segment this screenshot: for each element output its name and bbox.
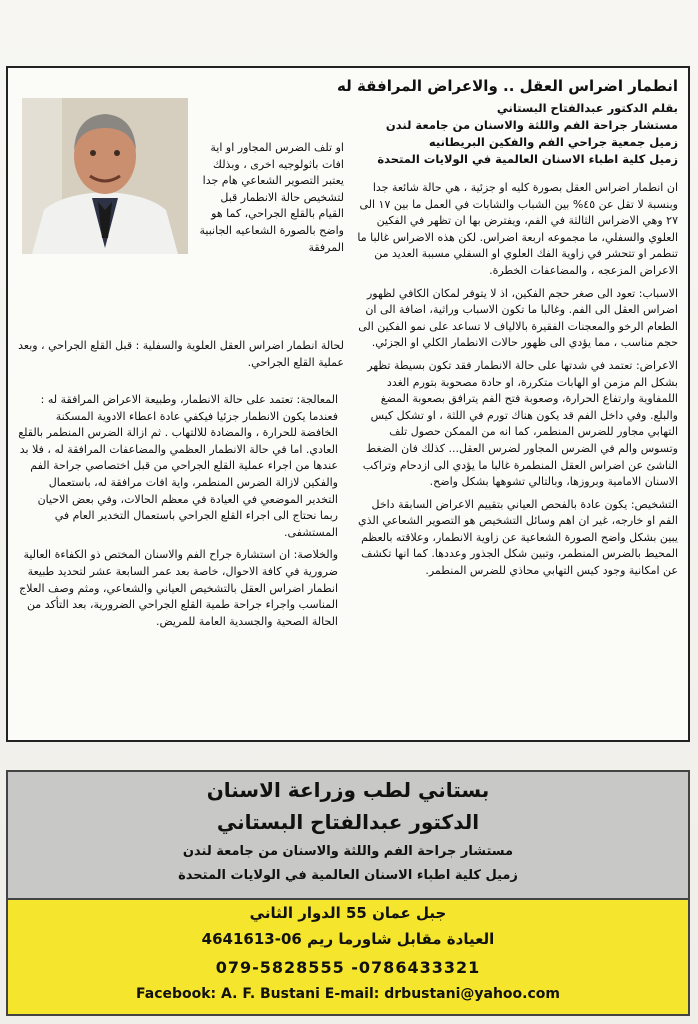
clinic-contact-box [6, 900, 690, 1016]
byline-title-3: زميل كلية اطباء الاسنان العالمية في الولايات المتحدة [377, 152, 678, 166]
paragraph-diagnosis: التشخيص: يكون عادة بالفحص العياني بتقييم الاعراض السابقة داخل الفم او خارجه، غير ان اهم وسائل التشخيص هو التصوير الشعاعي الذي يبين بشكل واضح الصورة الشعاعية عن زاوية الانطمار، وعلاقته بالعظم المحيط بالضرس المنطمر، وتبين شكل الجذور وعددها. كما انها تكشف عن امكانية وجود كيس التهابي محاذي للضرس المنطمر. [358, 497, 678, 578]
byline-title-1: مستشار جراحة الفم واللثة والاسنان من جامعة لندن [385, 118, 678, 132]
article-column-right [356, 180, 678, 586]
byline-author: بقلم الدكتور عبدالفتاح البستاني [496, 101, 678, 115]
paragraph-intro: ان انطمار اضراس العقل بصورة كليه او جزئية ، هي حالة شائعة جدا وبنسبة لا تقل عن ٤٥% بين الشباب والشابات في العمل ما بين ١٧ الى ٢٧ وهي الاضراس الثالثة في الفم، ويفترض بها ان تظهر في الفكين العلوي والسفلي، ما مجموعه اربعة اضراس. لكن هذه الاضراس غالبا ما تنطمر او تتحشر في زاوية الفك العلوي او السفلي مسببة العديد من الاعراض المزعجه ، والمضاعفات الخطرة. [357, 181, 678, 277]
ad-phones: 079-5828555 -0786433321 [215, 958, 481, 977]
paragraph-treatment: المعالجة: تعتمد على حالة الانطمار، وطبيعة الاعراض المرافقة له : فعندما يكون الانطمار جزئيا فيكفي عادة اعطاء الادوية المسكنة الخافضة للحرارة ، والمضادة للالتهاب . ثم ازالة الضرس المنطمر بالقلع العادي. اما في حالة الانطمار العظمي والمضاعفات المرافقة له ، فلا بد عندها من اجراء عملية القلع الجراحي من قبل اختصاصي جراحة الفم والفكين لازالة الضرس المنطمر، واية افات مرافقة له، باستعمال التخدير الموضعي في العيادة في معظم الحالات، وفي بعض الاحيان ربما نحتاج الى اجراء القلع الجراحي باستعمال التخدير العام في المستشفى. [18, 393, 338, 539]
clinic-ad-banner [6, 770, 690, 900]
doctor-portrait-icon [22, 98, 188, 254]
ad-doctor-name: الدكتور عبدالفتاح البستاني [216, 810, 480, 834]
article-title: انطمار اضراس العقل .. والاعراض المرافقة له [337, 77, 678, 95]
ad-location: جبل عمان 55 الدوار الثاني [249, 904, 447, 922]
ad-title-1: مستشار جراحة الفم واللثة والاسنان من جامعة لندن [182, 844, 514, 859]
ad-title-2: زميل كلية اطباء الاسنان العالمية في الولايات المتحدة [178, 868, 518, 883]
author-photo [22, 98, 188, 254]
paragraph-beside-photo: او تلف الضرس المجاور او اية افات باثولوجيه اخرى ، وبذلك يعتبر التصوير الشعاعي هام جدا لتشخيص حالة الانطمار قبل القيام بالقلع الجراحي، كما هو واضح بالصورة الشعاعيه الجانبية المرفقة [199, 141, 344, 254]
ad-clinic-name: بستاني لطب وزراعة الاسنان [206, 778, 490, 802]
ad-address: العيادة مقابل شاورما ريم 06-4641613 [201, 930, 495, 948]
ad-contact: Facebook: A. F. Bustani E-mail: drbustani@yahoo.com [136, 986, 560, 1002]
article-box [6, 66, 690, 742]
paragraph-symptoms: الاعراض: تعتمد في شدتها على حالة الانطمار فقد تكون بسيطة تظهر بشكل الم مزمن او الهابات متكررة، او حادة مصحوبة بتورم الغدد اللمفاوية وارتفاع الحرارة، وصعوبة فتح الفم يترافق بصعوبة المضغ والبلع. وفي داخل الفم قد يكون هناك تورم في اللثة ، او تشكل كيس التهابي مجاور للضرس المنطمر، كما انه من الممكن حصول تلف وتسوس والم في الضرس المجاور لضرس العقل... كذلك فان الضغط الناشئ عن اضراس العقل المنطمرة غالبا ما يؤدي الى ازدحام وتراكب الاسنان الامامية وبروزها، وبالتالي تشوهها بشكل واضح. [362, 358, 678, 489]
paragraph-below-photo: لحالة انطمار اضراس العقل العلوية والسفلية : قبل القلع الجراحي ، وبعد عملية القلع الجراحي. [18, 339, 344, 369]
article-column-left [18, 392, 338, 636]
byline-title-2: زميل جمعية جراحي الفم والفكين البريطانيه [428, 135, 678, 149]
paragraph-causes: الاسباب: تعود الى صغر حجم الفكين، اذ لا يتوفر لمكان الكافي لظهور اضراس العقل الى الفم. وغالبا ما تكون الاسباب وراثية، اضافة الى ان الطعام الرخو والمعجنات الفقيرة بالالياف لا تساعد على نمو الفكين الى حجم مناسب ، مما يؤدي الى ظهور حالات الانطمار الكلي او الجزئي. [358, 286, 678, 350]
paragraph-conclusion: والخلاصة: ان استشارة جراح الفم والاسنان المختص ذو الكفاءة العالية ضرورية في كافة الاحوال، خاصة بعد عمر السابعة عشر لتحديد طبيعة انطمار اضراس العقل بالتشخيص العياني والشعاعي، ومثم وصف العلاج المناسب واجراء جراحة طمية القلع الجراحي الضرورية، بعد التأكد من الحالة الصحية والجسدية العامة للمريض. [19, 548, 338, 628]
